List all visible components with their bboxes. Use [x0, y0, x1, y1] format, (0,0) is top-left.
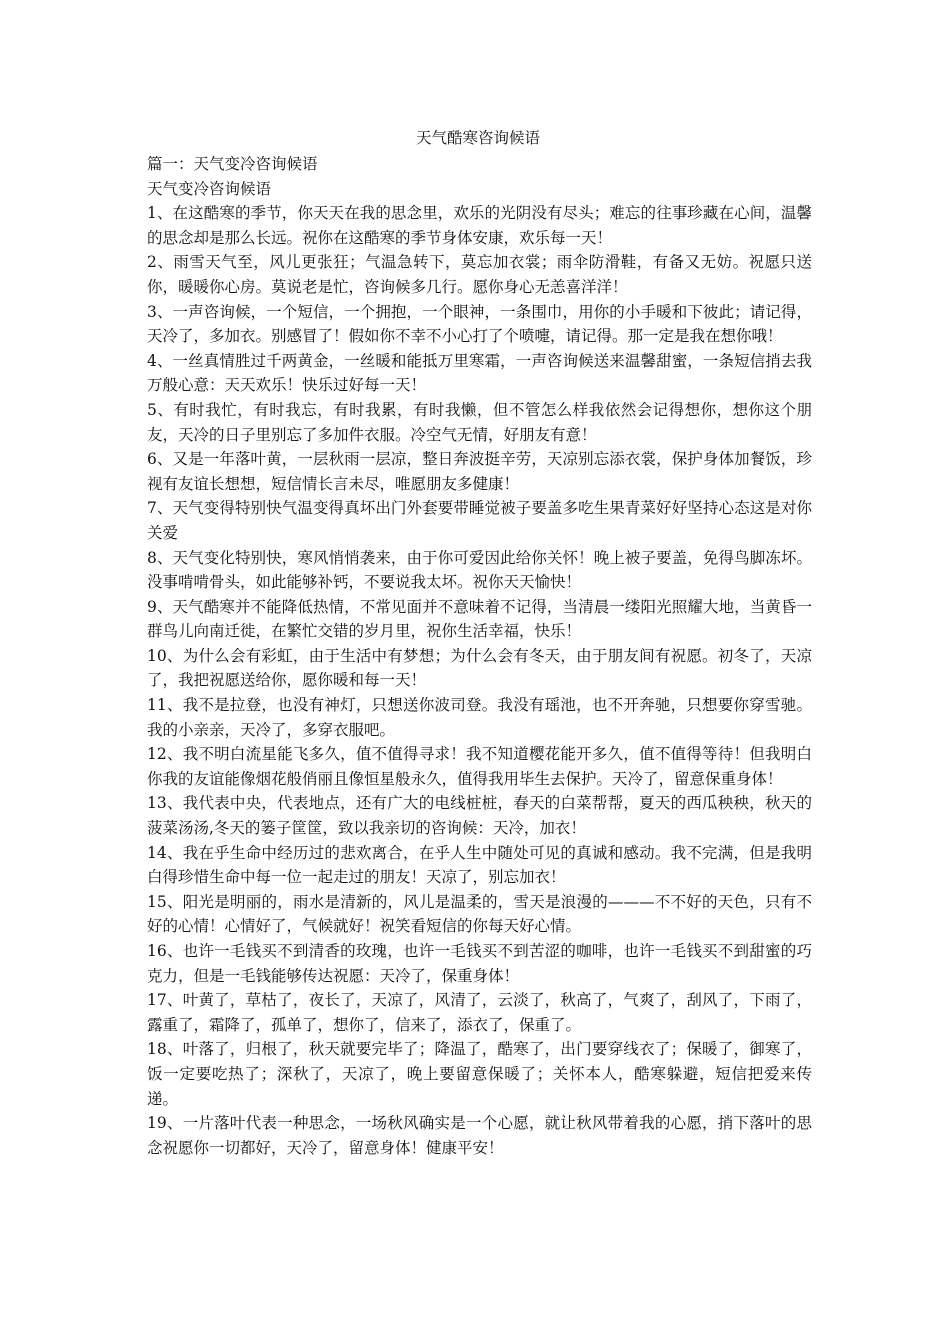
paragraph: 2、雨雪天气至，风儿更张狂；气温急转下，莫忘加衣裳；雨伞防滑鞋，有备又无妨。祝愿只送你，暖暖你心房。莫说老是忙，咨询候多几行。愿你身心无恙喜洋洋！ — [147, 253, 812, 296]
paragraph: 18、叶落了，归根了，秋天就要完毕了；降温了，酷寒了，出门要穿线衣了；保暖了，御寒了，饭一定要吃热了；深秋了，天凉了，晚上要留意保暖了；关怀本人，酷寒躲避，短信把爱来传递。 — [147, 1040, 812, 1108]
paragraph: 7、天气变得特别快气温变得真坏出门外套要带睡觉被子要盖多吃生果青菜好好坚持心态这是对你关爱 — [147, 499, 812, 542]
section-heading: 篇一：天气变冷咨询候语 — [147, 155, 318, 173]
paragraph: 15、阳光是明丽的，雨水是清新的，风儿是温柔的，雪天是浪漫的———不不好的天色，只有不好的心情！心情好了，气候就好！祝笑看短信的你每天好心情。 — [147, 892, 812, 936]
paragraph: 1、在这酷寒的季节，你天天在我的思念里，欢乐的光阴没有尽头；难忘的往事珍藏在心间，温馨的思念却是那么长远。祝你在这酷寒的季节身体安康，欢乐每一天！ — [147, 204, 812, 247]
paragraph: 14、我在乎生命中经历过的悲欢离合，在乎人生中随处可见的真诚和感动。我不完满，但是我明白得珍惜生命中每一位一起走过的朋友！天凉了，别忘加衣！ — [147, 843, 812, 887]
document-page — [144, 126, 812, 1160]
paragraph: 6、又是一年落叶黄，一层秋雨一层凉，整日奔波挺辛劳，天凉别忘添衣裳，保护身体加餐饭，珍视有友谊长想想，短信情长言未尽，唯愿朋友多健康！ — [147, 450, 812, 493]
paragraph: 12、我不明白流星能飞多久，值不值得寻求！我不知道樱花能开多久，值不值得等待！但我明白你我的友谊能像烟花般俏丽且像恒星般永久，值得我用毕生去保护。天冷了，留意保重身体！ — [147, 745, 812, 788]
paragraph: 3、一声咨询候，一个短信，一个拥抱，一个眼神，一条围巾，用你的小手暖和下彼此；请记得，天冷了，多加衣。别感冒了！假如你不幸不小心打了个喷嚏，请记得。那一定是我在想你哦！ — [147, 302, 812, 346]
paragraph: 19、一片落叶代表一种思念，一场秋风确实是一个心愿，就让秋风带着我的心愿，捎下落叶的思念祝愿你一切都好，天冷了，留意身体！健康平安！ — [147, 1114, 812, 1157]
paragraph: 10、为什么会有彩虹，由于生活中有梦想；为什么会有冬天，由于朋友间有祝愿。初冬了，天凉了，我把祝愿送给你，愿你暖和每一天！ — [147, 646, 812, 690]
paragraph: 5、有时我忙，有时我忘，有时我累，有时我懒，但不管怎么样我依然会记得想你，想你这个朋友，天冷的日子里别忘了多加件衣服。冷空气无情，好朋友有意！ — [147, 400, 812, 444]
sub-heading: 天气变冷咨询候语 — [147, 179, 272, 198]
document-title: 天气酷寒咨询候语 — [415, 129, 540, 147]
paragraph: 8、天气变化特别快，寒风悄悄袭来，由于你可爱因此给你关怀！晚上被子要盖，免得鸟脚冻坏。没事啃啃骨头，如此能够补钙，不要说我太坏。祝你天天愉快！ — [147, 548, 812, 592]
paragraph: 16、也许一毛钱买不到清香的玫瑰，也许一毛钱买不到苦涩的咖啡，也许一毛钱买不到甜蜜的巧克力，但是一毛钱能够传达祝愿：天冷了，保重身体！ — [147, 942, 812, 985]
paragraph: 9、天气酷寒并不能降低热情，不常见面并不意味着不记得，当清晨一缕阳光照耀大地，当黄昏一群鸟儿向南迁徙，在繁忙交错的岁月里，祝你生活幸福，快乐！ — [147, 597, 812, 641]
paragraph: 13、我代表中央，代表地点，还有广大的电线桩桩，春天的白菜帮帮，夏天的西瓜秧秧，秋天的菠菜汤汤,冬天的篓子筐筐，致以我亲切的咨询候：天冷，加衣！ — [147, 794, 812, 838]
paragraph: 4、一丝真情胜过千两黄金，一丝暖和能抵万里寒霜，一声咨询候送来温馨甜蜜，一条短信捎去我万般心意：天天欢乐！快乐过好每一天！ — [147, 351, 812, 395]
paragraph: 11、我不是拉登，也没有神灯，只想送你波司登。我没有瑶池，也不开奔驰，只想要你穿雪驰。我的小亲亲，天冷了，多穿衣服吧。 — [147, 696, 812, 739]
paragraph: 17、叶黄了，草枯了，夜长了，天凉了，风清了，云淡了，秋高了，气爽了，刮风了，下雨了，露重了，霜降了，孤单了，想你了，信来了，添衣了，保重了。 — [147, 991, 812, 1034]
